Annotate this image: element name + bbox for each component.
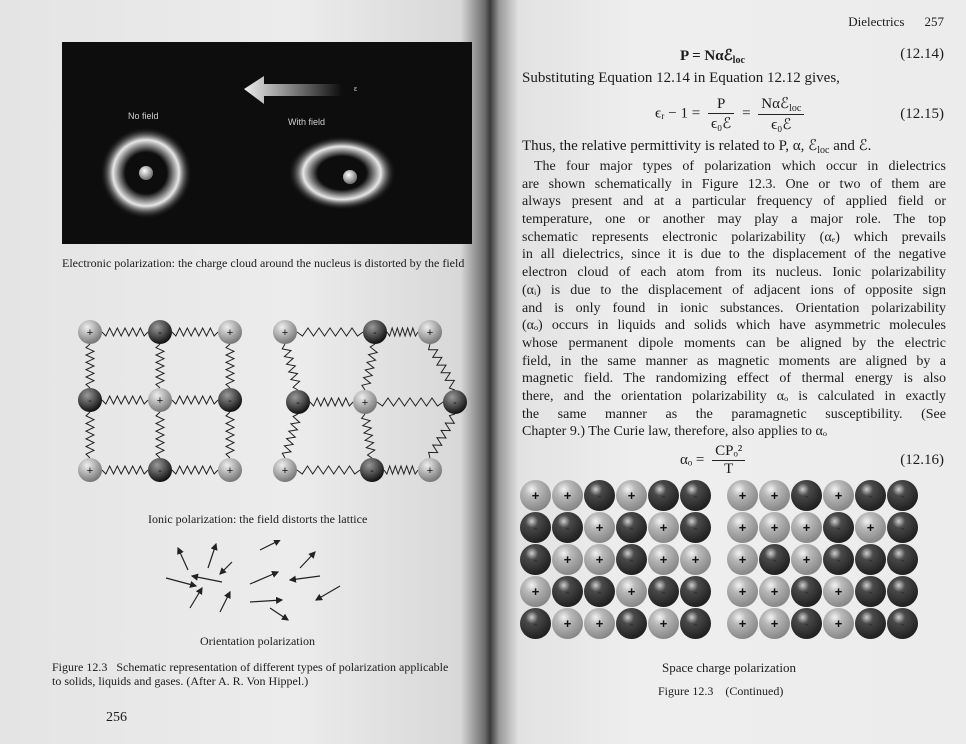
eq-12-15-number: (12.15) [900,106,944,122]
eq-12-15-num1: P [708,96,734,114]
ion-sign: - [370,465,374,477]
positive-charge-sphere: + [727,480,758,511]
eq-12-14-expr: P = Nαℰ [680,48,733,64]
charge-cloud-with-field [288,136,396,210]
space-charge-grid-left [520,480,712,640]
spring [102,466,148,474]
positive-charge-sphere: + [552,480,583,511]
charge-cloud-illustration [62,42,472,244]
spring [226,344,234,388]
paragraph-line: temperature, one or another may play a major role. The top [522,212,946,228]
spring [387,328,418,336]
ion-sign: - [296,397,300,409]
negative-charge-sphere: - [823,544,854,575]
nucleus-no-field [139,166,153,180]
body-paragraph [522,158,946,441]
ion-sign: - [158,327,162,339]
positive-charge-sphere: + [616,480,647,511]
positive-charge-sphere: + [520,576,551,607]
ion-sign: - [373,327,377,339]
eq-12-15-num2-sub: loc [789,103,802,114]
negative-charge-sphere: - [823,512,854,543]
spring [377,398,443,406]
spring [282,414,299,458]
positive-charge-sphere: + [727,544,758,575]
spring [362,414,375,458]
spring [102,396,148,404]
spring [384,466,418,474]
paragraph-line: and is only found in ionic substances. Orientation polarizability [522,300,946,316]
positive-charge-sphere: + [823,608,854,639]
space-charge-caption: Space charge polarization [662,660,797,675]
positive-charge-sphere: + [759,512,790,543]
spring [86,344,94,388]
dipole-arrows [166,540,340,620]
ion-sign: + [281,327,289,339]
thus-line-b: and ℰ. [829,138,872,154]
negative-charge-sphere: - [616,544,647,575]
page-number-left: 256 [106,710,127,725]
paragraph-line: always present and at a particular frequency of applied field or [522,194,946,210]
eq-12-15-lhs: ϵᵣ − 1 = [655,105,701,122]
negative-charge-sphere: - [552,576,583,607]
positive-charge-sphere: + [648,512,679,543]
ion-sign: + [426,327,434,339]
negative-charge-sphere: - [680,576,711,607]
ion-sign: - [228,395,232,407]
figure-caption-text-2: to solids, liquids and gases. (After A. R. Von Hippel.) [52,674,309,688]
positive-charge-sphere: + [791,512,822,543]
ion-sign: + [426,465,434,477]
negative-charge-sphere: - [887,480,918,511]
paragraph-line: the same manner as the paramagnetic susceptibility. (See [522,406,946,422]
thus-line-sub: loc [817,145,830,156]
eq-12-14-number: (12.14) [900,46,944,62]
ion-sign: + [226,327,234,339]
orientation-polarization-caption: Orientation polarization [200,634,315,648]
positive-charge-sphere: + [727,608,758,639]
spring [226,412,234,458]
negative-charge-sphere: - [584,480,615,511]
negative-charge-sphere: - [855,576,886,607]
paragraph-line: The four major types of polarization which occur in dielectrics [534,159,946,174]
field-symbol: ε [354,86,358,93]
eq-12-14-sub: loc [732,55,745,66]
spring [172,466,218,474]
negative-charge-sphere: - [520,512,551,543]
ion-sign: + [156,395,164,407]
spring [310,398,353,406]
ion-sign: + [361,397,369,409]
figure-caption-text: Schematic representation of different types of polarization applicable [116,660,449,674]
negative-charge-sphere: - [887,512,918,543]
negative-charge-sphere: - [887,608,918,639]
positive-charge-sphere: + [520,480,551,511]
thus-line [522,138,871,159]
paragraph-line: magnetic field. The randomizing effect of thermal energy is also [522,371,946,387]
eq-12-15-den2: ϵ₀ℰ [771,117,792,133]
space-charge-grid-right [727,480,919,640]
ion-sign: + [281,465,289,477]
eq-12-16-den: T [724,461,734,477]
paragraph-line: there, and the orientation polarizability αₒ is calculated in exactly [522,388,946,404]
positive-charge-sphere: + [759,480,790,511]
field-arrow-icon [244,76,342,104]
negative-charge-sphere: - [680,512,711,543]
ion-sign: + [226,465,234,477]
positive-charge-sphere: + [584,512,615,543]
paragraph-line: (αᵢ) is due to the displacement of adjacent ions of opposite sign [522,282,946,298]
negative-charge-sphere: - [648,576,679,607]
positive-charge-sphere: + [552,544,583,575]
positive-charge-sphere: + [823,480,854,511]
no-field-label: No field [128,111,159,121]
spring [429,414,455,458]
ion-sign: - [88,395,92,407]
negative-charge-sphere: - [791,480,822,511]
nucleus-with-field [343,170,357,184]
ionic-lattice-figure [60,290,470,515]
spring [102,328,148,336]
thus-line-a: Thus, the relative permittivity is related to P, α, ℰ [522,138,818,154]
ionic-polarization-caption: Ionic polarization: the field distorts the lattice [148,512,368,526]
spring [429,344,455,390]
equation-12-15 [655,94,808,134]
spring [282,344,299,390]
negative-charge-sphere: - [616,512,647,543]
electronic-polarization-caption: Electronic polarization: the charge cloud around the nucleus is distorted by the field [62,256,465,270]
running-head [828,14,944,30]
positive-charge-sphere: + [584,608,615,639]
negative-charge-sphere: - [616,608,647,639]
paragraph-line: Chapter 9.) The Curie law, therefore, also applies to αₒ [522,424,827,440]
positive-charge-sphere: + [791,544,822,575]
positive-charge-sphere: + [759,608,790,639]
spring [297,466,360,474]
paragraph-line: electron cloud of each atom from its nucleus. Ionic polarizability [522,265,946,281]
positive-charge-sphere: + [680,544,711,575]
negative-charge-sphere: - [791,608,822,639]
spring [172,328,218,336]
ion-sign: - [453,397,457,409]
eq-12-15-den1: ϵ₀ℰ [710,115,732,132]
negative-charge-sphere: - [520,544,551,575]
ion-sign: + [86,465,94,477]
continued-caption: Figure 12.3 (Continued) [658,684,784,698]
positive-charge-sphere: + [648,608,679,639]
paragraph-line: whose permanent dipole moments can be aligned by the electric [522,335,946,351]
negative-charge-sphere: - [680,480,711,511]
negative-charge-sphere: - [855,608,886,639]
equation-12-14 [680,46,745,66]
spring [297,328,363,336]
negative-charge-sphere: - [759,544,790,575]
substituting-line: Substituting Equation 12.14 in Equation 12.12 gives, [522,70,840,86]
positive-charge-sphere: + [823,576,854,607]
negative-charge-sphere: - [680,608,711,639]
orientation-dipoles-figure [150,540,360,625]
negative-charge-sphere: - [887,576,918,607]
negative-charge-sphere: - [887,544,918,575]
electronic-polarization-photo [62,42,472,244]
equation-12-16 [680,443,749,478]
spring [156,412,164,458]
paragraph-line: in all dielectrics, since it is due to the displacement of the negative [522,247,946,263]
negative-charge-sphere: - [648,480,679,511]
positive-charge-sphere: + [727,512,758,543]
eq-12-15-equals: = [742,105,751,122]
paragraph-line: (αₒ) occurs in liquids and solids which have asymmetric molecules [522,318,946,334]
ion-sign: - [158,465,162,477]
figure-caption [52,660,482,688]
positive-charge-sphere: + [648,544,679,575]
paragraph-line: field, in the same manner as magnetic moments are aligned by a [522,353,946,369]
eq-12-16-number: (12.16) [900,452,944,468]
running-head-title: Dielectrics [848,14,905,29]
with-field-label: With field [288,117,326,127]
positive-charge-sphere: + [727,576,758,607]
spring [156,344,164,388]
eq-12-15-num2: Nαℰ [761,96,790,112]
negative-charge-sphere: - [552,512,583,543]
figure-label: Figure 12.3 [52,660,108,674]
negative-charge-sphere: - [584,576,615,607]
negative-charge-sphere: - [855,544,886,575]
eq-12-16-num: CPₒ² [712,443,745,461]
paragraph-line: schematic represents electronic polarizability (αₑ) which prevails [522,229,946,245]
spring [172,396,218,404]
positive-charge-sphere: + [855,512,886,543]
paragraph-line: are shown schematically in Figure 12.3. One or two of them are [522,176,946,192]
spring [86,412,94,458]
spring [362,344,377,390]
page-number-right: 257 [924,14,944,29]
positive-charge-sphere: + [616,576,647,607]
negative-charge-sphere: - [520,608,551,639]
eq-12-16-lhs: αₒ = [680,451,705,468]
positive-charge-sphere: + [552,608,583,639]
positive-charge-sphere: + [584,544,615,575]
positive-charge-sphere: + [759,576,790,607]
negative-charge-sphere: - [791,576,822,607]
ion-sign: + [86,327,94,339]
negative-charge-sphere: - [855,480,886,511]
